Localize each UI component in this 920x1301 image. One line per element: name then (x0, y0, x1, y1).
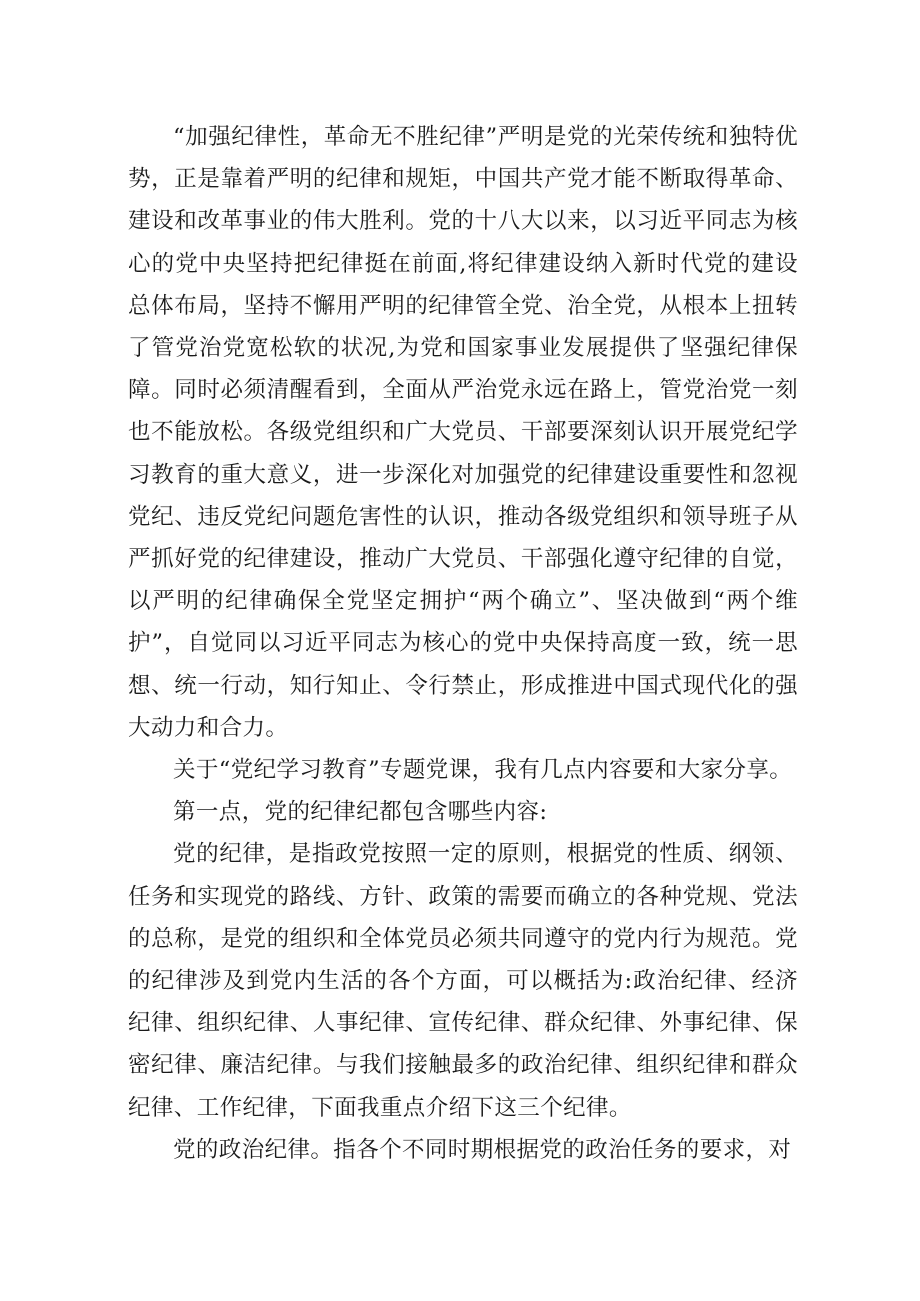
paragraph-intro: “加强纪律性，革命无不胜纪律”严明是党的光荣传统和独特优势，正是靠着严明的纪律和规矩，中国共产党才能不断取得革命、建设和改革事业的伟大胜利。党的十八大以来，以习近平同志为核心的党中央坚持把纪律挺在前面,将纪律建设纳入新时代党的建设总体布局，坚持不懈用严明的纪律管全党、治全党，从根本上扭转了管党治党宽松软的状况,为党和国家事业发展提供了坚强纪律保障。同时必须清醒看到，全面从严治党永远在路上，管党治党一刻也不能放松。各级党组织和广大党员、干部要深刻认识开展党纪学习教育的重大意义，进一步深化对加强党的纪律建设重要性和忽视党纪、违反党纪问题危害性的认识，推动各级党组织和领导班子从严抓好党的纪律建设，推动广大党员、干部强化遵守纪律的自觉，以严明的纪律确保全党坚定拥护“两个确立”、坚决做到“两个维护”，自觉同以习近平同志为核心的党中央保持高度一致，统一思想、统一行动，知行知止、令行禁止，形成推进中国式现代化的强大动力和合力。 (128, 124, 798, 741)
paragraph-point-one: 第一点，党的纪律纪都包含哪些内容: (173, 799, 548, 826)
paragraph-discipline-definition: 党的纪律，是指政党按照一定的原则，根据党的性质、纲领、任务和实现党的路线、方针、政策的需要而确立的各种党规、党法的总称，是党的组织和全体党员必须共同遵守的党内行为规范。党的纪律涉及到党内生活的各个方面，可以概括为:政治纪律、经济纪律、组织纪律、人事纪律、宣传纪律、群众纪律、外事纪律、保密纪律、廉洁纪律。与我们接触最多的政治纪律、组织纪律和群众纪律、工作纪律，下面我重点介绍下这三个纪律。 (128, 841, 798, 1121)
paragraph-topic: 关于“党纪学习教育”专题党课，我有几点内容要和大家分享。 (173, 757, 793, 784)
paragraph-political-discipline: 党的政治纪律。指各个不同时期根据党的政治任务的要求，对 (173, 1136, 792, 1163)
document-body (128, 116, 798, 1171)
